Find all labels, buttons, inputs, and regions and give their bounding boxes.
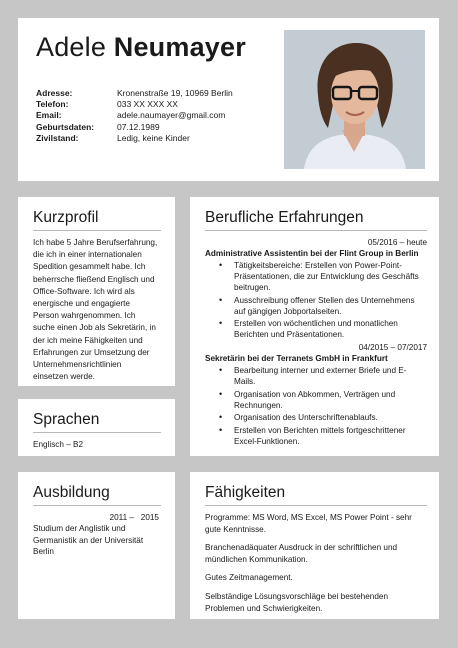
- contact-value: 07.12.1989: [117, 121, 160, 132]
- text-line: • Organisation des Unterschriftenablaufs.: [234, 413, 378, 422]
- text-line: beherrsche fließend Englisch und: [33, 274, 155, 284]
- contact-value: 033 XX XXX XX: [117, 99, 178, 110]
- kurzprofil-text: [33, 237, 161, 383]
- ausbildung-title: Ausbildung: [33, 484, 161, 506]
- text-line: Präsentationen, die zur Entwicklung des Geschäfts: [234, 272, 419, 281]
- ausbildung-date: 2011 – 2015: [109, 513, 159, 522]
- text-line: Selbständige Lösungsvorschläge bei bestehenden: [205, 591, 388, 601]
- faehigkeiten-card: [190, 472, 439, 619]
- text-line: • Ausschreibung offener Stellen des Unternehmens: [234, 295, 415, 305]
- job-date: 05/2016 – heute: [367, 238, 427, 247]
- contact-row: [36, 133, 233, 144]
- contact-row: [36, 110, 233, 121]
- text-line: Berichten und Präsentationen.: [234, 330, 345, 339]
- portrait-image: [284, 30, 425, 169]
- ausbildung-card: [18, 472, 175, 619]
- erfahrungen-title: Berufliche Erfahrungen: [205, 209, 427, 231]
- list-item: [205, 425, 427, 447]
- job-duties: [205, 260, 427, 340]
- contact-label: Email:: [36, 110, 62, 121]
- list-item: [205, 295, 427, 317]
- text-line: der ich meine Fähigkeiten und: [33, 335, 143, 345]
- text-line: mündlichen Kommunikation.: [205, 554, 308, 564]
- header-card: [18, 18, 439, 181]
- text-line: Spedition gesammelt habe. Ich: [33, 262, 146, 272]
- text-line: energische und engagierte: [33, 299, 130, 309]
- text-line: • Erstellen von wöchentlichen und monatlichen: [234, 319, 398, 328]
- erfahrungen-card: [190, 197, 439, 456]
- skill-paragraph: [205, 542, 427, 565]
- ausbildung-text: [33, 523, 161, 558]
- sprachen-card: [18, 399, 175, 456]
- text-line: auf gängigen Jobportalseiten.: [234, 306, 342, 316]
- text-line: Unternehmensrichtlinien: [33, 360, 122, 370]
- text-line: suche einen Job als Sekretärin, in: [33, 323, 156, 333]
- list-item: [205, 389, 427, 411]
- list-item: [205, 318, 427, 340]
- contact-label: Telefon:: [36, 99, 69, 110]
- contact-row: [36, 122, 233, 133]
- contact-list: [36, 88, 233, 144]
- text-line: Mails.: [234, 377, 256, 386]
- job-duties: [205, 365, 427, 447]
- list-item: [205, 412, 427, 423]
- text-line: Rechnungen.: [234, 400, 283, 410]
- contact-label: Geburtsdaten:: [36, 121, 95, 132]
- text-line: • Bearbeitung interner und externer Briefe und E-: [234, 366, 407, 375]
- text-line: Berlin: [33, 547, 54, 556]
- text-line: Germanistik an der Universität: [33, 535, 144, 545]
- text-line: Branchenadäquater Ausdruck in der schriftlichen und: [205, 543, 398, 553]
- profile-photo: [284, 30, 425, 169]
- skill-paragraph: [205, 512, 427, 535]
- contact-label: Zivilstand:: [36, 132, 79, 143]
- first-name: Adele: [36, 32, 107, 62]
- contact-label: Adresse:: [36, 88, 73, 98]
- list-item: [205, 260, 427, 293]
- text-line: Gutes Zeitmanagement.: [205, 573, 293, 583]
- kurzprofil-title: Kurzprofil: [33, 209, 161, 231]
- text-line: Programme: MS Word, MS Excel, MS Power Point - sehr: [205, 513, 412, 522]
- skill-paragraph: [205, 591, 427, 614]
- text-line: • Erstellen von Berichten mittels fortgeschrittener: [234, 425, 406, 435]
- text-line: Ich habe 5 Jahre Berufserfahrung,: [33, 238, 158, 247]
- skill-paragraph: [205, 572, 427, 584]
- kurzprofil-card: [18, 197, 175, 386]
- job-title: Administrative Assistentin bei der Flint Group in Berlin: [205, 249, 419, 258]
- text-line: • Tätigkeitsbereiche: Erstellen von Power-Point-: [234, 261, 402, 270]
- text-line: Office-Software. Ich wird als: [33, 286, 135, 296]
- text-line: die ich in einer internationalen: [33, 250, 142, 260]
- contact-value: Kronenstraße 19, 10969 Berlin: [117, 88, 233, 98]
- sprachen-text: Englisch – B2: [33, 440, 84, 449]
- last-name: Neumayer: [113, 32, 246, 62]
- text-line: Excel-Funktionen.: [234, 436, 300, 446]
- text-line: Studium der Anglistik und: [33, 524, 126, 533]
- contact-value: adele.naumayer@gmail.com: [117, 110, 226, 121]
- contact-row: [36, 99, 233, 110]
- sprachen-title: Sprachen: [33, 411, 161, 433]
- text-line: beitrugen.: [234, 283, 271, 292]
- contact-row: [36, 88, 233, 99]
- text-line: Erfahrungen zur Umsetzung der: [33, 347, 150, 357]
- text-line: • Organisation von Abkommen, Verträgen und: [234, 389, 396, 399]
- contact-value: Ledig, keine Kinder: [117, 132, 190, 143]
- text-line: Problemen und Schwierigkeiten.: [205, 603, 323, 613]
- job-date: 04/2015 – 07/2017: [358, 343, 427, 352]
- text-line: Person wahrgenommen. Ich: [33, 311, 136, 321]
- full-name: [36, 32, 246, 63]
- job-title: Sekretärin bei der Terranets GmbH in Frankfurt: [205, 354, 388, 363]
- text-line: einsetzen werde.: [33, 372, 95, 382]
- list-item: [205, 365, 427, 387]
- faehigkeiten-title: Fähigkeiten: [205, 484, 427, 506]
- text-line: gute Kenntnisse.: [205, 524, 266, 534]
